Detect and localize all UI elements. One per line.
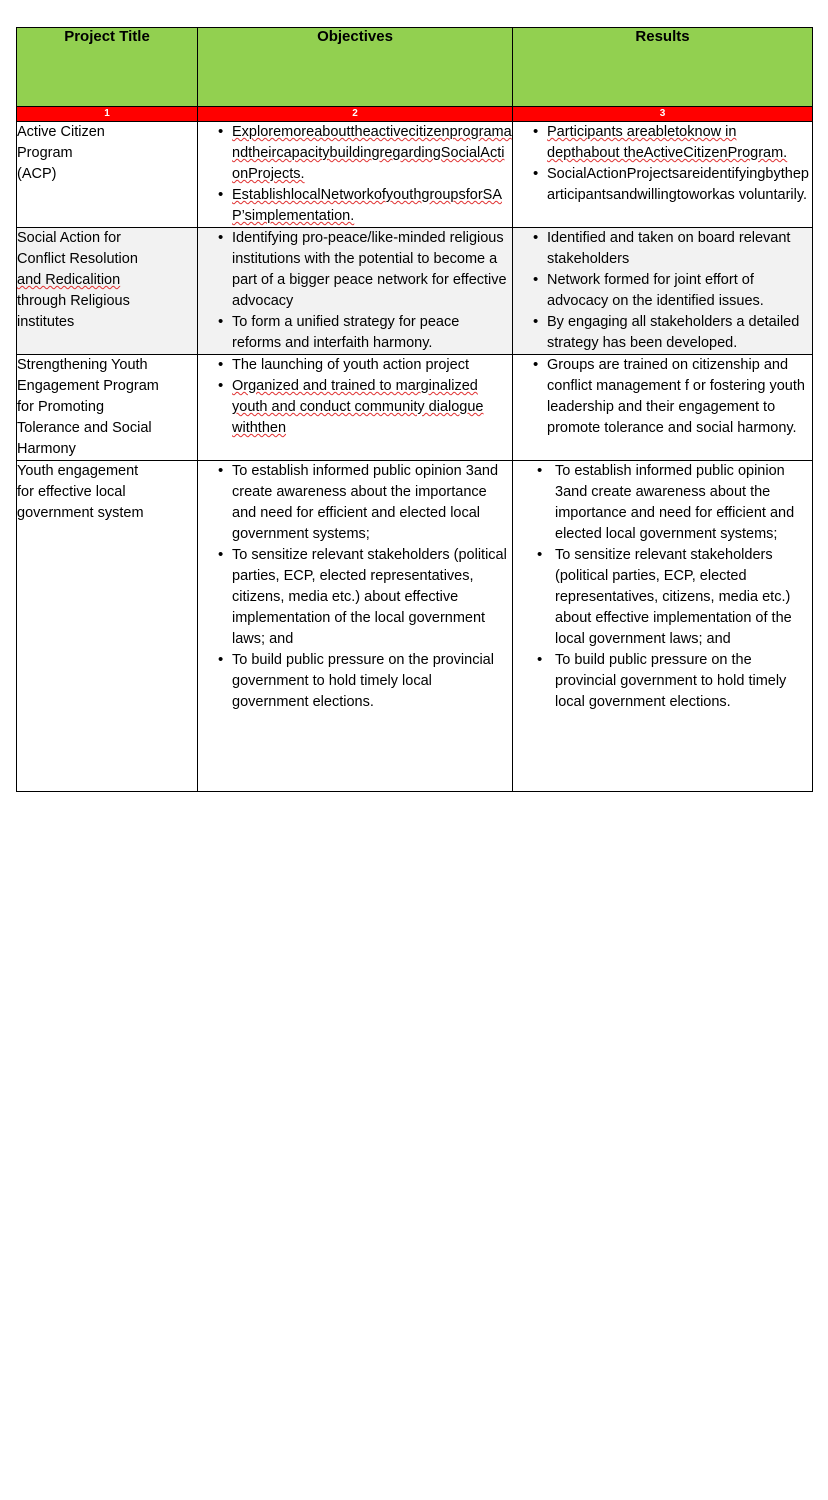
row-objectives-cell bbox=[198, 228, 513, 355]
title-line: Engagement Program bbox=[17, 378, 159, 395]
list-item: • Network formed for joint effort of advocacy on the identified issues. bbox=[533, 270, 812, 312]
column-number-row bbox=[17, 107, 813, 122]
results-list bbox=[513, 122, 812, 206]
title-line: for Promoting bbox=[17, 399, 105, 416]
title-line: Strengthening Youth bbox=[17, 357, 148, 374]
header-objectives: Objectives bbox=[198, 28, 513, 107]
list-item: • Organized and trained to marginalized youth and conduct community dialogue withthen bbox=[218, 376, 512, 439]
list-item: • Identified and taken on board relevant stakeholders bbox=[533, 228, 812, 270]
table-body bbox=[17, 107, 813, 792]
project-results-table bbox=[16, 27, 813, 792]
list-item: • EstablishlocalNetworkofyouthgroupsforSAP’simplementation. bbox=[218, 185, 512, 227]
results-list bbox=[513, 228, 812, 354]
row-objectives-cell bbox=[198, 461, 513, 792]
list-item: • To sensitize relevant stakeholders (political parties, ECP, elected representatives, citizens, media etc.) about effective implementation of the local government laws; and bbox=[218, 545, 512, 650]
row-title-cell bbox=[17, 228, 198, 355]
list-item: • Participants areabletoknow in depthabout theActiveCitizenProgram. bbox=[533, 122, 812, 164]
column-number-3: 3 bbox=[513, 107, 813, 122]
row-results-cell bbox=[513, 122, 813, 228]
list-item: • To build public pressure on the provincial government to hold timely local government elections. bbox=[218, 650, 512, 713]
list-item: • To form a unified strategy for peace reforms and interfaith harmony. bbox=[218, 312, 512, 354]
title-line: Youth engagement bbox=[17, 463, 139, 480]
title-line: (ACP) bbox=[17, 166, 57, 183]
row-title-cell bbox=[17, 122, 198, 228]
title-line: Conflict Resolution bbox=[17, 251, 138, 268]
column-number-2: 2 bbox=[198, 107, 513, 122]
list-item: • ExploremoreabouttheactivecitizenprogramandtheircapacitybuildingregardingSocialActionProjects. bbox=[218, 122, 512, 185]
objectives-list bbox=[198, 461, 512, 713]
column-number-1: 1 bbox=[17, 107, 198, 122]
list-item: • Identifying pro-peace/like-minded religious institutions with the potential to become a part of a bigger peace network for effective advocacy bbox=[218, 228, 512, 312]
title-line: Active Citizen bbox=[17, 124, 105, 140]
header-row bbox=[17, 28, 813, 107]
list-item: • Groups are trained on citizenship and conflict management f or fostering youth leadership and their engagement to promote tolerance and social harmony. bbox=[533, 355, 812, 439]
title-line: Tolerance and Social bbox=[17, 420, 152, 437]
results-list bbox=[513, 355, 812, 439]
header-project-title: Project Title bbox=[17, 28, 198, 107]
title-line: government system bbox=[17, 505, 144, 522]
list-item: • To sensitize relevant stakeholders (political parties, ECP, elected representatives, citizens, media etc.) about effective implementation of the local government laws; and bbox=[537, 545, 812, 650]
row-title-cell bbox=[17, 461, 198, 792]
table-row bbox=[17, 228, 813, 355]
title-line: institutes bbox=[17, 314, 75, 331]
row-title-cell bbox=[17, 355, 198, 461]
objectives-list bbox=[198, 355, 512, 439]
list-item: • To establish informed public opinion 3and create awareness about the importance and need for efficient and elected local government systems; bbox=[218, 461, 512, 545]
row-objectives-cell bbox=[198, 122, 513, 228]
results-list bbox=[513, 461, 812, 713]
row-results-cell bbox=[513, 461, 813, 792]
table-row bbox=[17, 122, 813, 228]
title-line: for effective local bbox=[17, 484, 126, 501]
header-results: Results bbox=[513, 28, 813, 107]
title-line: Social Action for bbox=[17, 230, 121, 247]
list-item: • To establish informed public opinion 3and create awareness about the importance and need for efficient and elected local government systems; bbox=[537, 461, 812, 545]
table-header bbox=[17, 28, 813, 107]
objectives-list bbox=[198, 228, 512, 354]
list-item: • The launching of youth action project bbox=[218, 355, 512, 376]
title-line: and Redicalition bbox=[17, 272, 121, 289]
title-line: through Religious bbox=[17, 293, 130, 310]
objectives-list bbox=[198, 122, 512, 227]
row-objectives-cell bbox=[198, 355, 513, 461]
row-results-cell bbox=[513, 228, 813, 355]
row-results-cell bbox=[513, 355, 813, 461]
title-line: Program bbox=[17, 145, 73, 162]
list-item: • SocialActionProjectsareidentifyingbytheparticipantsandwillingtoworkas voluntarily. bbox=[533, 164, 812, 206]
list-item: • By engaging all stakeholders a detailed strategy has been developed. bbox=[533, 312, 812, 354]
table-row bbox=[17, 461, 813, 792]
list-item: • To build public pressure on the provincial government to hold timely local government elections. bbox=[537, 650, 812, 713]
title-line: Harmony bbox=[17, 441, 76, 458]
table-row bbox=[17, 355, 813, 461]
